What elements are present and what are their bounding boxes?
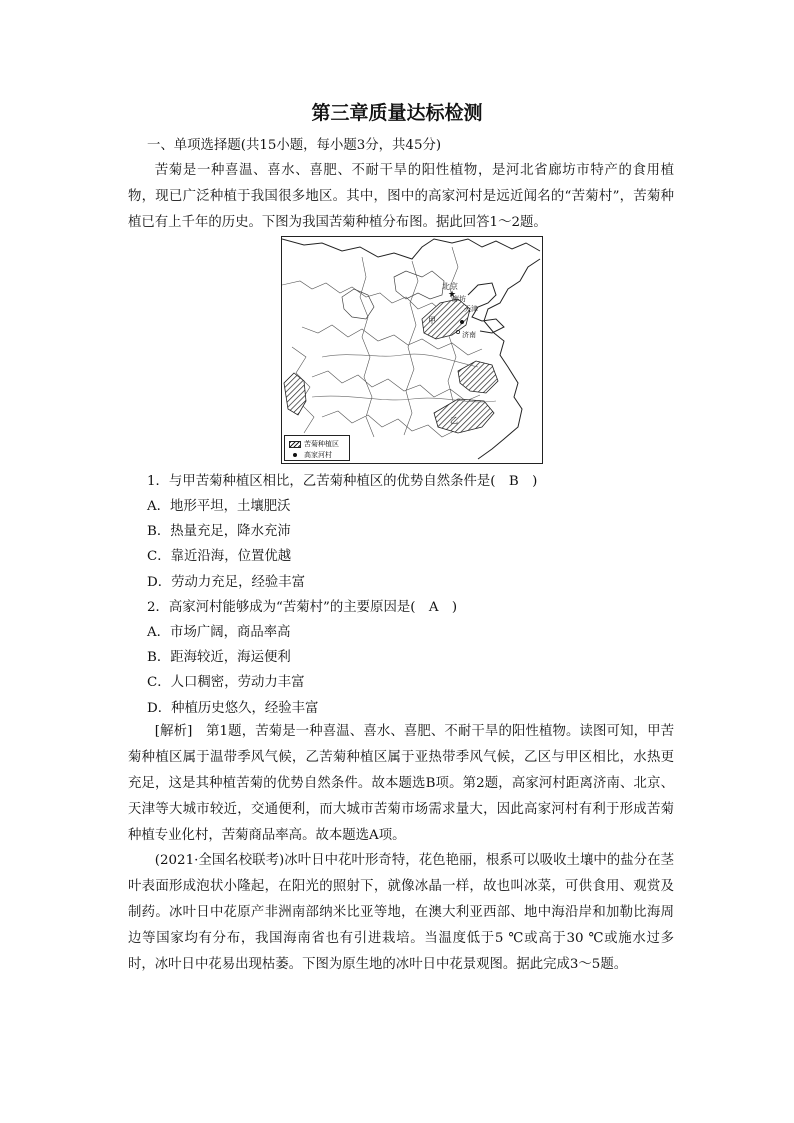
question-2-option-d: D．种植历史悠久，经验丰富 bbox=[147, 701, 319, 716]
question-1-option-a: A．地形平坦，土壤肥沃 bbox=[147, 499, 291, 514]
planting-area-yi-south bbox=[434, 399, 494, 433]
analysis-paragraph: [解析] 第1题，苦菊是一种喜温、喜水、喜肥、不耐干旱的阳性植物。读图可知，甲苦菊种植区属于温带季风气候，乙苦菊种植区属于亚热带季风气候，乙区与甲区相比，水热更充足，这是其种植苦菊的优势自然条件。故本题选B项。第2题，高家河村距离济南、北京、天津等大城市较近，交通便利，而大城市苦菊市场需求量大，因此高家河村有利于形成苦菊种植专业化村，苦菊商品率高。故本题选A项。 bbox=[128, 724, 674, 843]
kuju-distribution-map bbox=[281, 236, 543, 464]
label-tianjin: 天津 bbox=[464, 305, 478, 313]
hatch-swatch-icon bbox=[289, 441, 301, 448]
question-1-option-c: C．靠近沿海，位置优越 bbox=[147, 549, 292, 564]
intro-paragraph-1: 苦菊是一种喜温、喜水、喜肥、不耐干旱的阳性植物，是河北省廊坊市特产的食用植物，现已广泛种植于我国很多地区。其中，图中的高家河村是远近闻名的“苦菊村”，苦菊种植已有上千年的历史。下图为我国苦菊种植分布图。据此回答1～2题。 bbox=[128, 163, 674, 230]
village-dot-icon bbox=[293, 453, 297, 457]
label-jia: 甲 bbox=[428, 316, 436, 325]
question-2-option-b: B．距海较近，海运便利 bbox=[147, 650, 291, 665]
legend-area-label: 苦菊种植区 bbox=[304, 440, 339, 448]
label-yi: 乙 bbox=[450, 416, 458, 425]
gaojiahe-village-dot bbox=[460, 320, 464, 324]
question-1-option-b: B．热量充足，降水充沛 bbox=[147, 524, 291, 539]
map-drawing bbox=[282, 237, 542, 463]
question-2-option-c: C．人口稠密，劳动力丰富 bbox=[147, 675, 305, 690]
label-jinan: 济南 bbox=[462, 331, 476, 339]
question-2-stem: 2．高家河村能够成为“苦菊村”的主要原因是( A ) bbox=[147, 600, 458, 615]
svg-text:★: ★ bbox=[448, 290, 457, 300]
map-legend bbox=[284, 435, 350, 461]
question-2-option-a: A．市场广阔，商品率高 bbox=[147, 625, 291, 640]
planting-area-yi-north bbox=[458, 361, 498, 393]
page-title: 第三章质量达标检测 bbox=[311, 102, 483, 124]
section-heading: 一、单项选择题(共15小题，每小题3分，共45分) bbox=[147, 138, 442, 153]
label-langfang: 廊坊 bbox=[452, 295, 466, 303]
question-1-option-d: D．劳动力充足，经验丰富 bbox=[147, 575, 306, 590]
question-1-stem: 1．与甲苦菊种植区相比，乙苦菊种植区的优势自然条件是( B ) bbox=[147, 474, 538, 489]
legend-village-label: 高家河村 bbox=[304, 451, 332, 459]
intro-paragraph-2: (2021·全国名校联考)冰叶日中花叶形奇特，花色艳丽，根系可以吸收土壤中的盐分在茎叶表面形成泡状小隆起，在阳光的照射下，就像冰晶一样，故也叫冰菜，可供食用、观赏及制药。冰叶日中花原产非洲南部纳米比亚等地，在澳大利亚西部、地中海沿岸和加勒比海周边等国家均有分布，我国海南省也有引进栽培。当温度低于5 ℃或高于30 ℃或施水过多时，冰叶日中花易出现枯萎。下图为原生地的冰叶日中花景观图。据此完成3～5题。 bbox=[128, 853, 674, 972]
label-beijing: 北京 bbox=[442, 282, 458, 291]
